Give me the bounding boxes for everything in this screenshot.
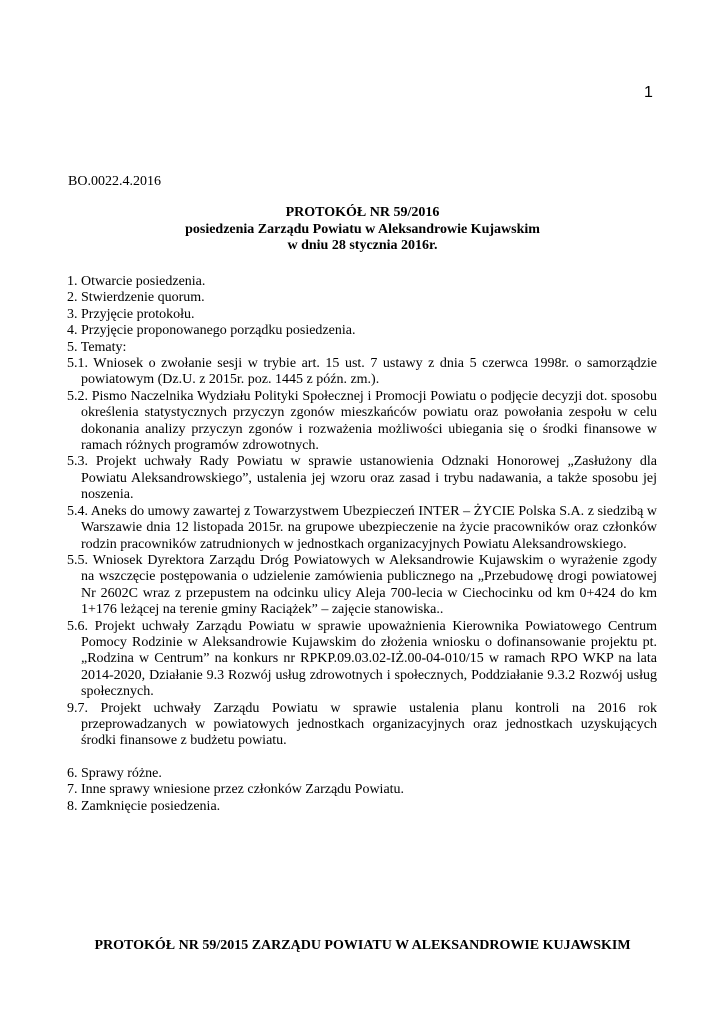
agenda-item-5: 5. Tematy:: [67, 339, 127, 355]
agenda-spacer: [67, 750, 657, 766]
agenda-subitem-9-7: 9.7. Projekt uchwały Zarządu Powiatu w sprawie ustalenia planu kontroli na 2016 rok przeprowadzanych w powiatowych jednostkach organizacyjnych oraz jednostkach uzyskujących środki finansowe z budżetu powiatu.: [67, 700, 657, 749]
agenda-item-3: 3. Przyjęcie protokołu.: [67, 306, 195, 322]
agenda-item-6: 6. Sprawy różne.: [67, 765, 162, 781]
agenda-item-4: 4. Przyjęcie proponowanego porządku posiedzenia.: [67, 323, 356, 339]
agenda-item-2: 2. Stwierdzenie quorum.: [67, 290, 205, 306]
agenda-subitem-5-2: 5.2. Pismo Naczelnika Wydziału Polityki Społecznej i Promocji Powiatu o podjęcie decyzji dot. sposobu określenia statystycznych przyczyn zgonów mieszkańców powiatu oraz powołania zespołu w celu dokonania analizy przyczyn zgonów i rozważenia możliwości ubiegania się o środki finansowe w ramach różnych programów zdrowotnych.: [67, 388, 657, 454]
agenda-subitem-5-4: 5.4. Aneks do umowy zawartej z Towarzystwem Ubezpieczeń INTER – ŻYCIE Polska S.A. z siedzibą w Warszawie dnia 12 listopada 2015r. na grupowe ubezpieczenie na życie pracowników oraz członków rodzin pracowników zatrudnionych w jednostkach organizacyjnych Powiatu Aleksandrowskiego.: [67, 503, 657, 552]
document-title: [0, 205, 725, 255]
page-number: 1: [644, 84, 653, 101]
title-line-meeting: posiedzenia Zarządu Powiatu w Aleksandrowie Kujawskim: [185, 221, 540, 237]
agenda-subitem-5-5: 5.5. Wniosek Dyrektora Zarządu Dróg Powiatowych w Aleksandrowie Kujawskim o wyrażenie zgody na wszczęcie postępowania o udzielenie zamówienia publicznego na „Przebudowę drogi powiatowej Nr 2602C wraz z przepustem na odcinku ulicy Aleja 700-lecia w Ciechocinku od km 0+424 do km 1+176 leżącej na terenie gminy Raciążek” – zajęcie stanowiska..: [67, 552, 657, 618]
agenda-subitem-5-3: 5.3. Projekt uchwały Rady Powiatu w sprawie ustanowienia Odznaki Honorowej „Zasłużony dla Powiatu Aleksandrowskiego”, ustalenia jej wzoru oraz zasad i trybu nadawania, a także sposobu jej noszenia.: [67, 454, 657, 503]
document-reference-code: BO.0022.4.2016: [68, 174, 161, 189]
agenda-item-7: 7. Inne sprawy wniesione przez członków Zarządu Powiatu.: [67, 782, 405, 798]
agenda-subitem-5-6: 5.6. Projekt uchwały Zarządu Powiatu w sprawie upoważnienia Kierownika Powiatowego Centrum Pomocy Rodzinie w Aleksandrowie Kujawskim do złożenia wniosku o dofinansowanie projektu pt. „Rodzina w Centrum” na konkurs nr RPKP.09.03.02-IŻ.00-04-010/15 w ramach RPO WKP na lata 2014-2020, Działanie 9.3 Rozwój usług zdrowotnych i społecznych, Poddziałanie 9.3.2 Rozwój usług społecznych.: [67, 618, 657, 700]
page-footer: PROTOKÓŁ NR 59/2015 ZARZĄDU POWIATU W ALEKSANDROWIE KUJAWSKIM: [94, 938, 631, 953]
agenda-subitem-5-1: 5.1. Wniosek o zwołanie sesji w trybie art. 15 ust. 7 ustawy z dnia 5 czerwca 1998r. o samorządzie powiatowym (Dz.U. z 2015r. poz. 1445 z późn. zm.).: [67, 356, 657, 388]
agenda-item-1: 1. Otwarcie posiedzenia.: [67, 274, 206, 289]
agenda-list: [67, 274, 657, 815]
agenda-item-8: 8. Zamknięcie posiedzenia.: [67, 798, 221, 814]
title-line-protocol-number: PROTOKÓŁ NR 59/2016: [285, 205, 440, 220]
title-line-date: w dniu 28 stycznia 2016r.: [287, 238, 438, 253]
